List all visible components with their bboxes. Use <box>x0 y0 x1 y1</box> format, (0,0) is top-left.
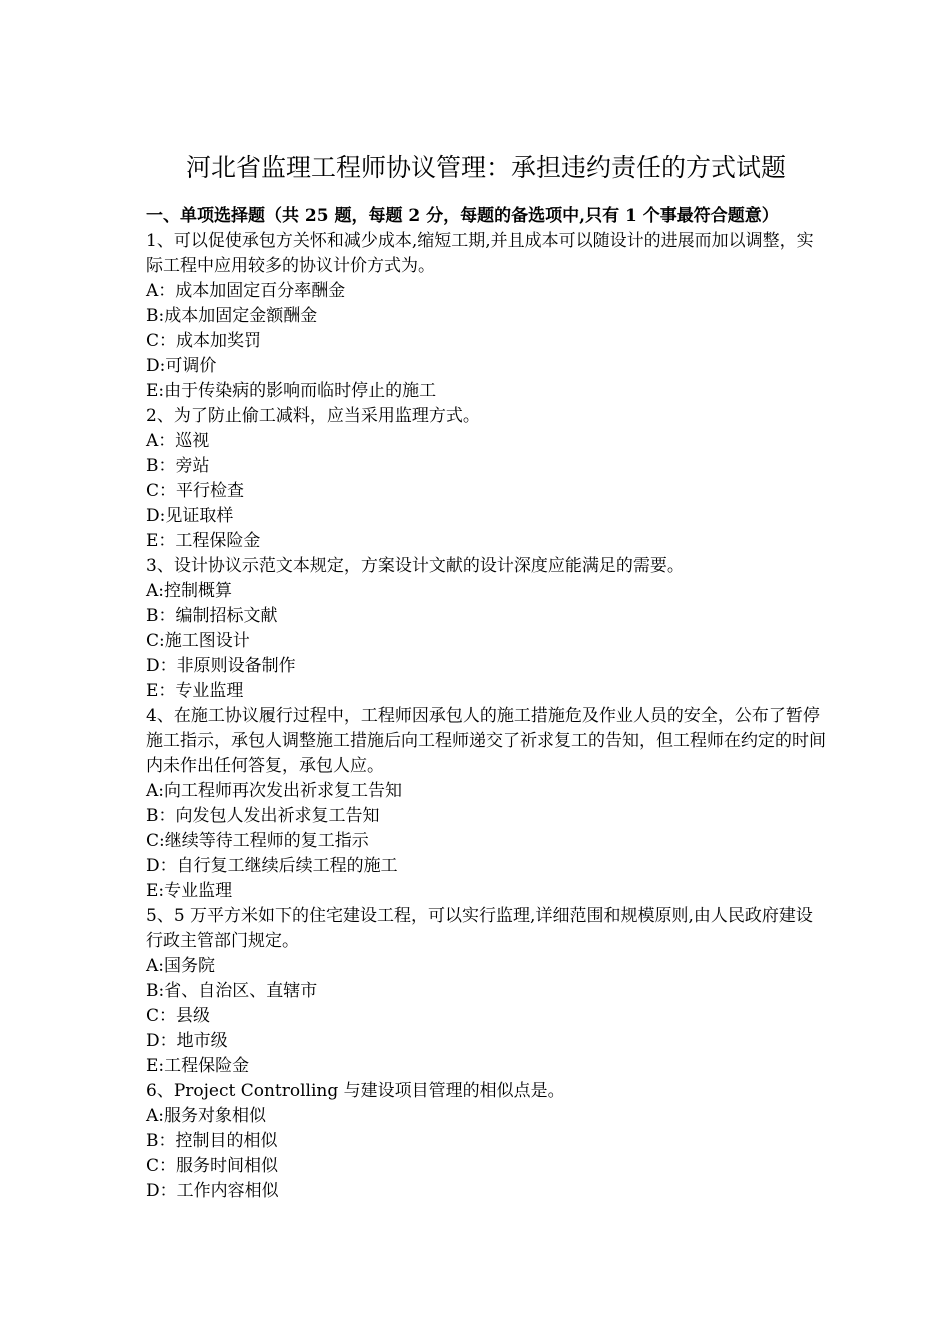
question-item <box>146 904 826 1079</box>
answer-option: D:见证取样 <box>146 506 234 526</box>
answer-option: C:继续等待工程师的复工指示 <box>146 831 369 851</box>
answer-option: E:专业监理 <box>146 881 233 901</box>
answer-option: B：编制招标文献 <box>146 606 278 626</box>
question-text: 2、为了防止偷工减料，应当采用监理方式。 <box>146 406 480 426</box>
answer-option: D:可调价 <box>146 356 217 376</box>
answer-option: E：专业监理 <box>146 681 244 701</box>
answer-option: D：工作内容相似 <box>146 1181 279 1201</box>
answer-option: E:工程保险金 <box>146 1056 250 1076</box>
answer-option: C：平行检查 <box>146 481 245 501</box>
question-item <box>146 229 826 404</box>
answer-option: A：巡视 <box>146 431 210 451</box>
question-item <box>146 704 826 904</box>
answer-option: C：成本加奖罚 <box>146 331 262 351</box>
answer-option: C：服务时间相似 <box>146 1156 279 1176</box>
answer-option: B:成本加固定金额酬金 <box>146 306 318 326</box>
answer-option: B：控制目的相似 <box>146 1131 278 1151</box>
answer-option: A:国务院 <box>146 956 216 976</box>
question-text: 3、设计协议示范文本规定，方案设计文献的设计深度应能满足的需要。 <box>146 556 684 576</box>
answer-option: D：非原则设备制作 <box>146 656 296 676</box>
question-text: 6、Project Controlling 与建设项目管理的相似点是。 <box>146 1081 565 1101</box>
answer-option: A:控制概算 <box>146 581 233 601</box>
question-text: 4、在施工协议履行过程中，工程师因承包人的施工措施危及作业人员的安全，公布了暂停施工指示，承包人调整施工措施后向工程师递交了祈求复工的告知，但工程师在约定的时间内未作出任何答复，承包人应。 <box>146 706 826 776</box>
document-content <box>146 150 826 1204</box>
question-item <box>146 554 826 704</box>
answer-option: D：自行复工继续后续工程的施工 <box>146 856 398 876</box>
document-title: 河北省监理工程师协议管理：承担违约责任的方式试题 <box>185 153 786 182</box>
question-text: 1、可以促使承包方关怀和减少成本,缩短工期,并且成本可以随设计的进展而加以调整，实际工程中应用较多的协议计价方式为。 <box>146 231 814 276</box>
question-text: 5、5 万平方米如下的住宅建设工程，可以实行监理,详细范围和规模原则,由人民政府建设行政主管部门规定。 <box>146 906 813 951</box>
answer-option: C:施工图设计 <box>146 631 250 651</box>
answer-option: E:由于传染病的影响而临时停止的施工 <box>146 381 437 401</box>
question-item <box>146 1079 826 1204</box>
answer-option: B：向发包人发出祈求复工告知 <box>146 806 380 826</box>
question-list <box>146 229 826 1204</box>
answer-option: E：工程保险金 <box>146 531 261 551</box>
answer-option: B:省、自治区、直辖市 <box>146 981 318 1001</box>
answer-option: A:服务对象相似 <box>146 1106 267 1126</box>
answer-option: B：旁站 <box>146 456 210 476</box>
section-heading: 一、单项选择题（共 25 题，每题 2 分，每题的备选项中,只有 1 个事最符合题意） <box>146 206 779 226</box>
answer-option: A:向工程师再次发出祈求复工告知 <box>146 781 403 801</box>
answer-option: A：成本加固定百分率酬金 <box>146 281 346 301</box>
answer-option: D：地市级 <box>146 1031 228 1051</box>
question-item <box>146 404 826 554</box>
answer-option: C：县级 <box>146 1006 211 1026</box>
